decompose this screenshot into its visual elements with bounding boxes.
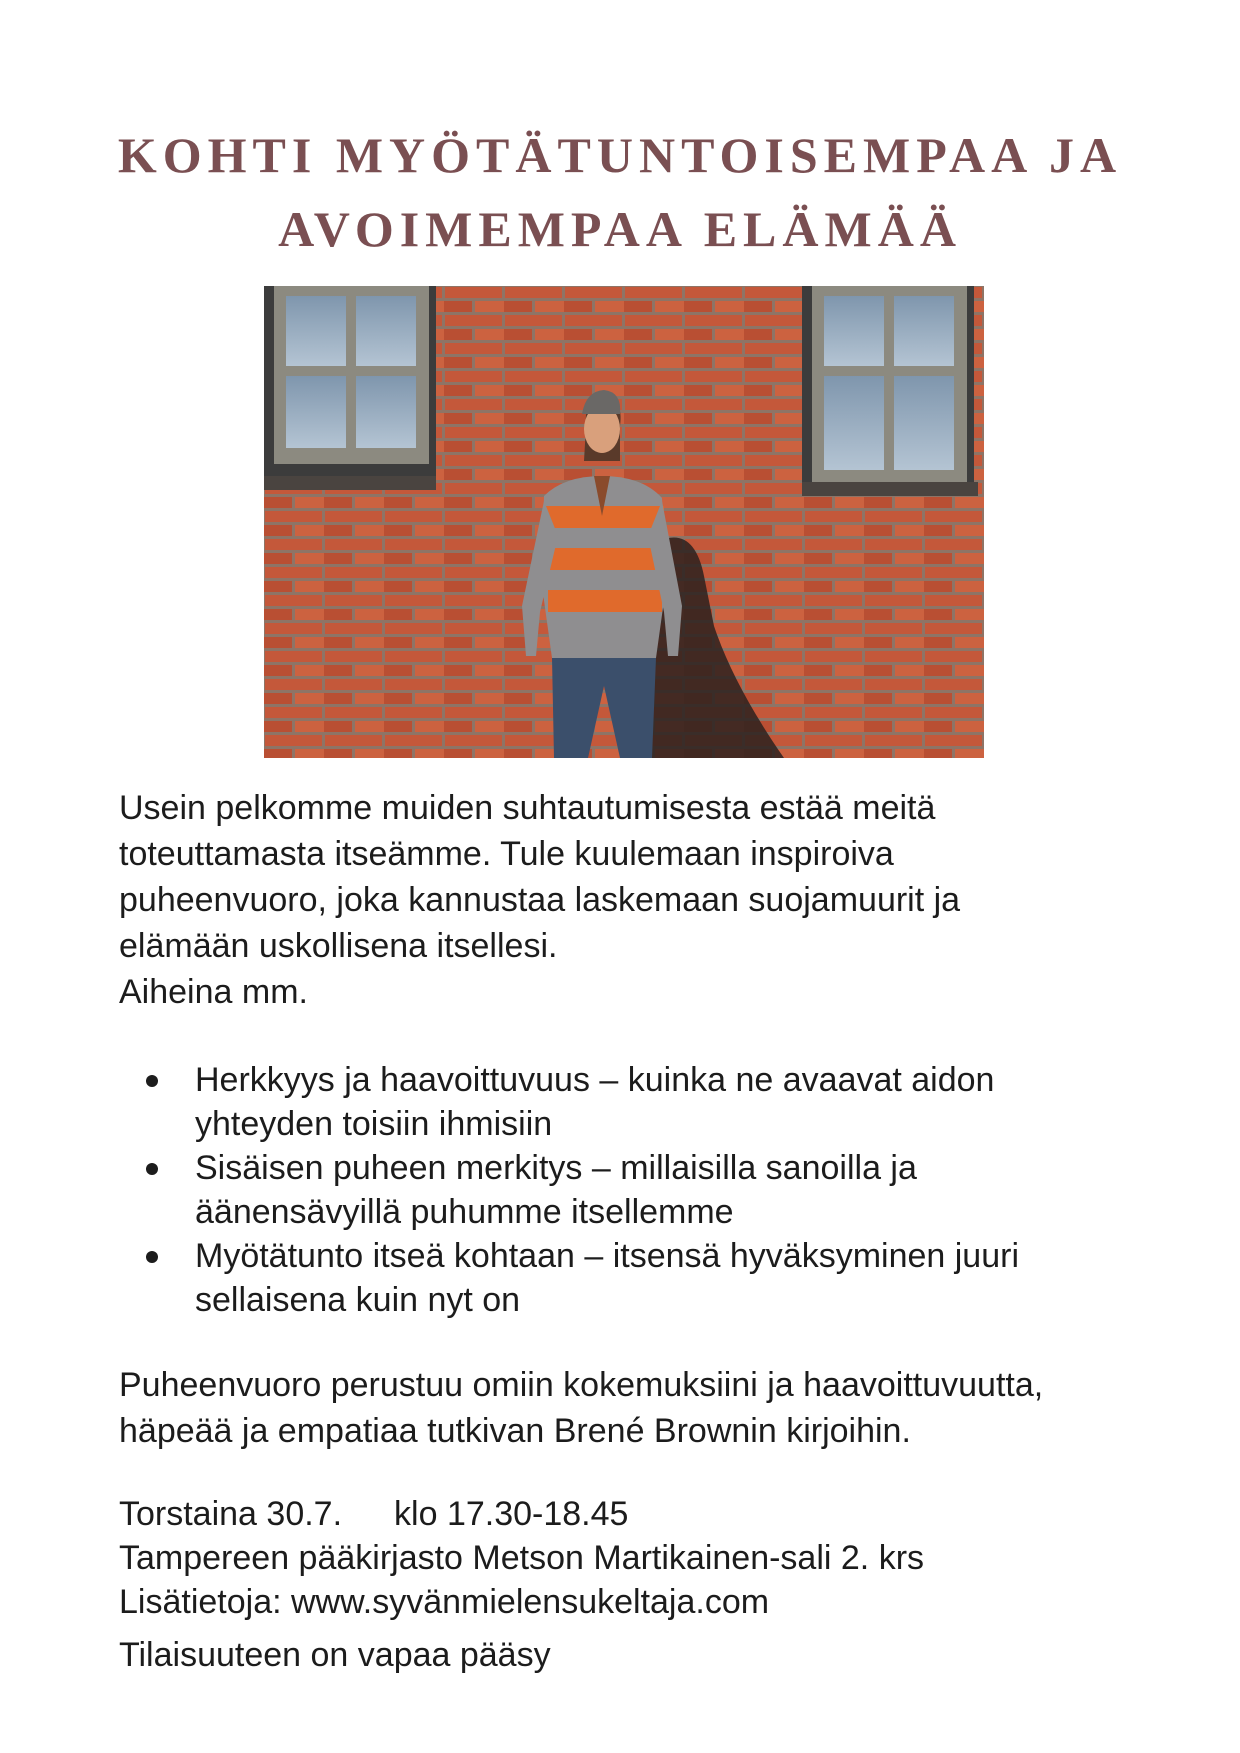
topic-line: äänensävyillä puhumme itsellemme <box>195 1193 734 1231</box>
left-window <box>264 286 436 490</box>
title-line-2: AVOIMEMPAA ELÄMÄÄ <box>278 201 962 257</box>
event-time: klo 17.30-18.45 <box>394 1495 629 1533</box>
event-admission: Tilaisuuteen on vapaa pääsy <box>119 1636 551 1674</box>
intro-paragraph <box>119 785 1139 1015</box>
basis-line: häpeää ja empatiaa tutkivan Brené Brownin kirjoihin. <box>119 1412 911 1450</box>
right-window <box>802 286 978 496</box>
topic-line: Herkkyys ja haavoittuvuus – kuinka ne avaavat aidon <box>195 1061 995 1099</box>
bullet-icon <box>146 1163 158 1175</box>
topic-line: Sisäisen puheen merkitys – millaisilla sanoilla ja <box>195 1149 917 1187</box>
topic-line: yhteyden toisiin ihmisiin <box>195 1105 553 1143</box>
event-more-info: Lisätietoja: www.syvänmielensukeltaja.com <box>119 1583 770 1621</box>
bullet-icon <box>146 1075 158 1087</box>
basis-paragraph <box>119 1362 1139 1454</box>
list-item <box>119 1146 1139 1234</box>
event-location: Tampereen pääkirjasto Metson Martikainen-sali 2. krs <box>119 1539 925 1577</box>
topic-line: sellaisena kuin nyt on <box>195 1281 521 1319</box>
event-date: Torstaina 30.7. <box>119 1495 343 1533</box>
intro-line: Aiheina mm. <box>119 973 308 1011</box>
intro-line: puheenvuoro, joka kannustaa laskemaan suojamuurit ja <box>119 881 961 919</box>
event-info <box>119 1492 1139 1624</box>
basis-line: Puheenvuoro perustuu omiin kokemuksiini ja haavoittuvuutta, <box>119 1366 1044 1404</box>
title-line-1: KOHTI MYÖTÄTUNTOISEMPAA JA <box>117 127 1123 183</box>
intro-line: Usein pelkomme muiden suhtautumisesta estää meitä <box>119 789 936 827</box>
list-item <box>119 1058 1139 1146</box>
date-time-row <box>119 1492 1139 1536</box>
bullet-icon <box>146 1251 158 1263</box>
intro-line: elämään uskollisena itsellesi. <box>119 927 558 965</box>
topic-line: Myötätunto itseä kohtaan – itsensä hyväksyminen juuri <box>195 1237 1020 1275</box>
intro-line: toteuttamasta itseämme. Tule kuulemaan inspiroiva <box>119 835 894 873</box>
topics-list <box>119 1058 1139 1322</box>
list-item <box>119 1234 1139 1322</box>
portrait-photo <box>264 286 984 758</box>
